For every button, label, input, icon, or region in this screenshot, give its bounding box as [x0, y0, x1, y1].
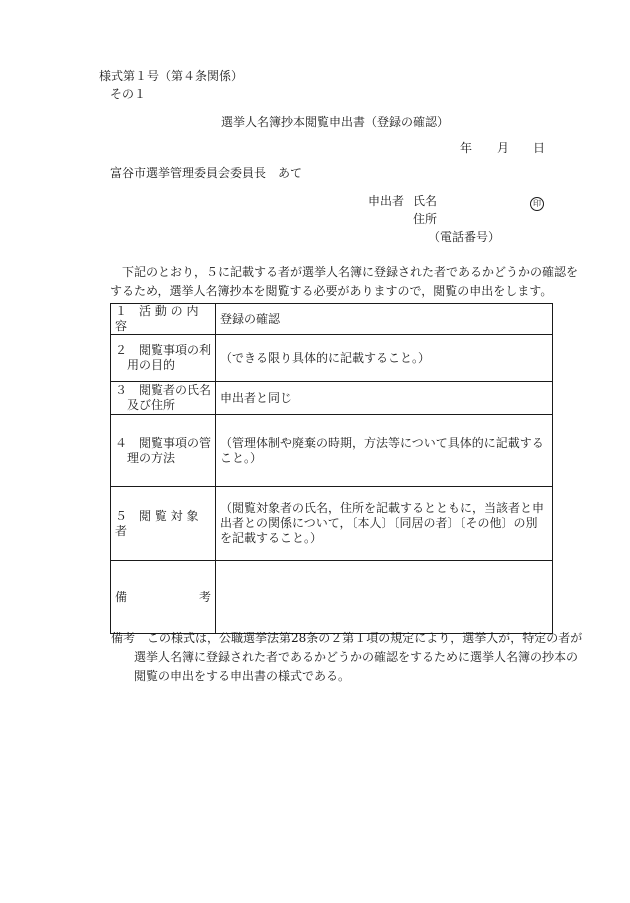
row-activity-value[interactable]: 登録の確認	[216, 304, 553, 335]
intro-line-1: 下記のとおり，５に記載する者が選挙人名簿に登録された者であるかどうかの確認を	[122, 265, 579, 279]
row-purpose	[111, 335, 553, 382]
seal-mark: 印	[530, 194, 544, 211]
row-activity-label: １ 活 動 の 内 容	[111, 304, 216, 335]
remarks-line-3: 閲覧の申出をする申出書の様式である。	[134, 669, 351, 683]
form-number: 様式第１号（第４条関係）	[99, 69, 244, 83]
row-purpose-value[interactable]: （できる限り具体的に記載すること。）	[216, 335, 553, 382]
row-management-value[interactable]: （管理体制や廃棄の時期，方法等について具体的に記載すること。）	[216, 415, 553, 487]
applicant-name-label: 氏名	[413, 194, 438, 208]
remarks-line-1: 備考 この様式は，公職選挙法第28条の２第１項の規定により，選挙人が，特定の者が	[111, 631, 583, 645]
form-subnumber: その１	[110, 87, 147, 101]
date-day: 日	[533, 141, 546, 155]
applicant-label: 申出者	[368, 194, 405, 208]
applicant-address-label: 住所	[413, 212, 438, 226]
row-activity	[111, 304, 553, 335]
intro-line-2: するため，選挙人名簿抄本を閲覧する必要がありますので，閲覧の申出をします。	[110, 284, 553, 298]
date-month: 月	[497, 141, 510, 155]
row-purpose-label: ２ 閲覧事項の利 用の目的	[111, 335, 216, 382]
row-management	[111, 415, 553, 487]
row-remarks	[111, 561, 553, 634]
row-target	[111, 487, 553, 561]
addressee: 富谷市選挙管理委員会委員長 あて	[110, 166, 303, 180]
row-target-label: ５ 閲 覧 対 象 者	[111, 487, 216, 561]
row-viewer-value[interactable]: 申出者と同じ	[216, 382, 553, 415]
document-title: 選挙人名簿抄本閲覧申出書（登録の確認）	[221, 115, 450, 129]
row-management-label: ４ 閲覧事項の管 理の方法	[111, 415, 216, 487]
row-target-value[interactable]: （閲覧対象者の氏名，住所を記載するとともに，当該者と申出者との関係について，〔本人〕〔同居の者〕〔その他〕の別を記載すること。）	[216, 487, 553, 561]
row-viewer-label: ３ 閲覧者の氏名 及び住所	[111, 382, 216, 415]
row-remarks-value[interactable]	[216, 561, 553, 634]
remarks-line-2: 選挙人名簿に登録された者であるかどうかの確認をするために選挙人名簿の抄本の	[134, 650, 579, 664]
application-form-table	[110, 303, 553, 634]
applicant-phone-label: （電話番号）	[428, 230, 501, 244]
row-viewer	[111, 382, 553, 415]
row-remarks-label: 備 考	[111, 561, 216, 634]
date-year: 年	[460, 141, 473, 155]
